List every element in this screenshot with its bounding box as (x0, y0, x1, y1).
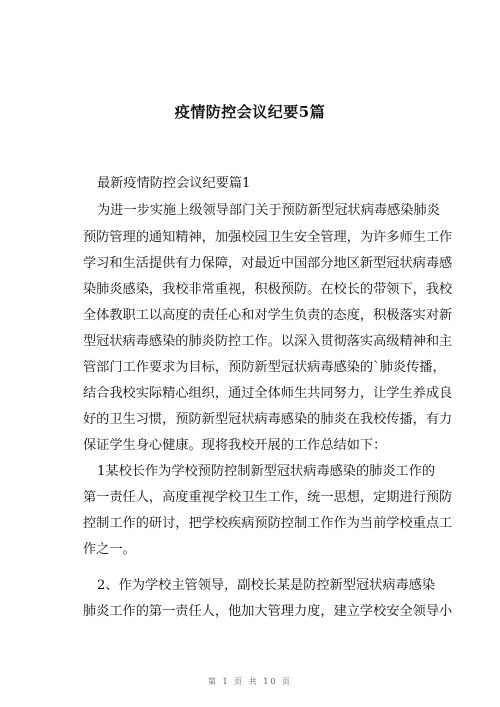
paragraph-line: 第一责任人，高度重视学校卫生工作，统一思想，定期进行预防 (83, 490, 453, 505)
paragraph-line: 肺炎工作的第一责任人，他加大管理力度，建立学校安全领导小 (83, 604, 453, 619)
paragraph-line: 控制工作的研讨，把学校疾病预防控制工作作为当前学校重点工 (83, 516, 453, 531)
paragraph-line: 结合我校实际精心组织，通过全体师生共同努力，让学生养成良 (83, 386, 453, 401)
paragraph-line: 保证学生身心健康。现将我校开展的工作总结如下： (83, 438, 387, 453)
paragraph-line: 作之一。 (83, 542, 136, 557)
paragraph-line: 全体教职工以高度的责任心和对学生负责的态度，积极落实对新 (83, 308, 453, 323)
paragraph-line: 学习和生活提供有力保障，对最近中国部分地区新型冠状病毒感 (83, 256, 453, 271)
paragraph-line: 染肺炎感染，我校非常重视，积极预防。在校长的带领下，我校 (83, 282, 453, 297)
page-number-footer: 第 1 页 共 10 页 (208, 677, 292, 686)
subtitle-line: 最新疫情防控会议纪要篇1 (97, 176, 251, 191)
paragraph-line: 为进一步实施上级领导部门关于预防新型冠状病毒感染肺炎 (97, 203, 440, 218)
paragraph-line: 2、作为学校主管领导，副校长某是防控新型冠状病毒感染 (97, 578, 436, 593)
paragraph-line: 型冠状病毒感染的肺炎防控工作。以深入贯彻落实高级精神和主 (83, 334, 453, 349)
paragraph-line: 好的卫生习惯，预防新型冠状病毒感染的肺炎在我校传播，有力 (83, 412, 453, 427)
paragraph-line: 管部门工作要求为目标，预防新型冠状病毒感染的`肺炎传播， (83, 360, 446, 375)
document-title: 疫情防控会议纪要5篇 (174, 103, 326, 121)
paragraph-line: 预防管理的通知精神，加强校园卫生安全管理，为许多师生工作 (83, 230, 453, 245)
paragraph-line: 1某校长作为学校预防控制新型冠状病毒感染的肺炎工作的 (97, 464, 436, 479)
